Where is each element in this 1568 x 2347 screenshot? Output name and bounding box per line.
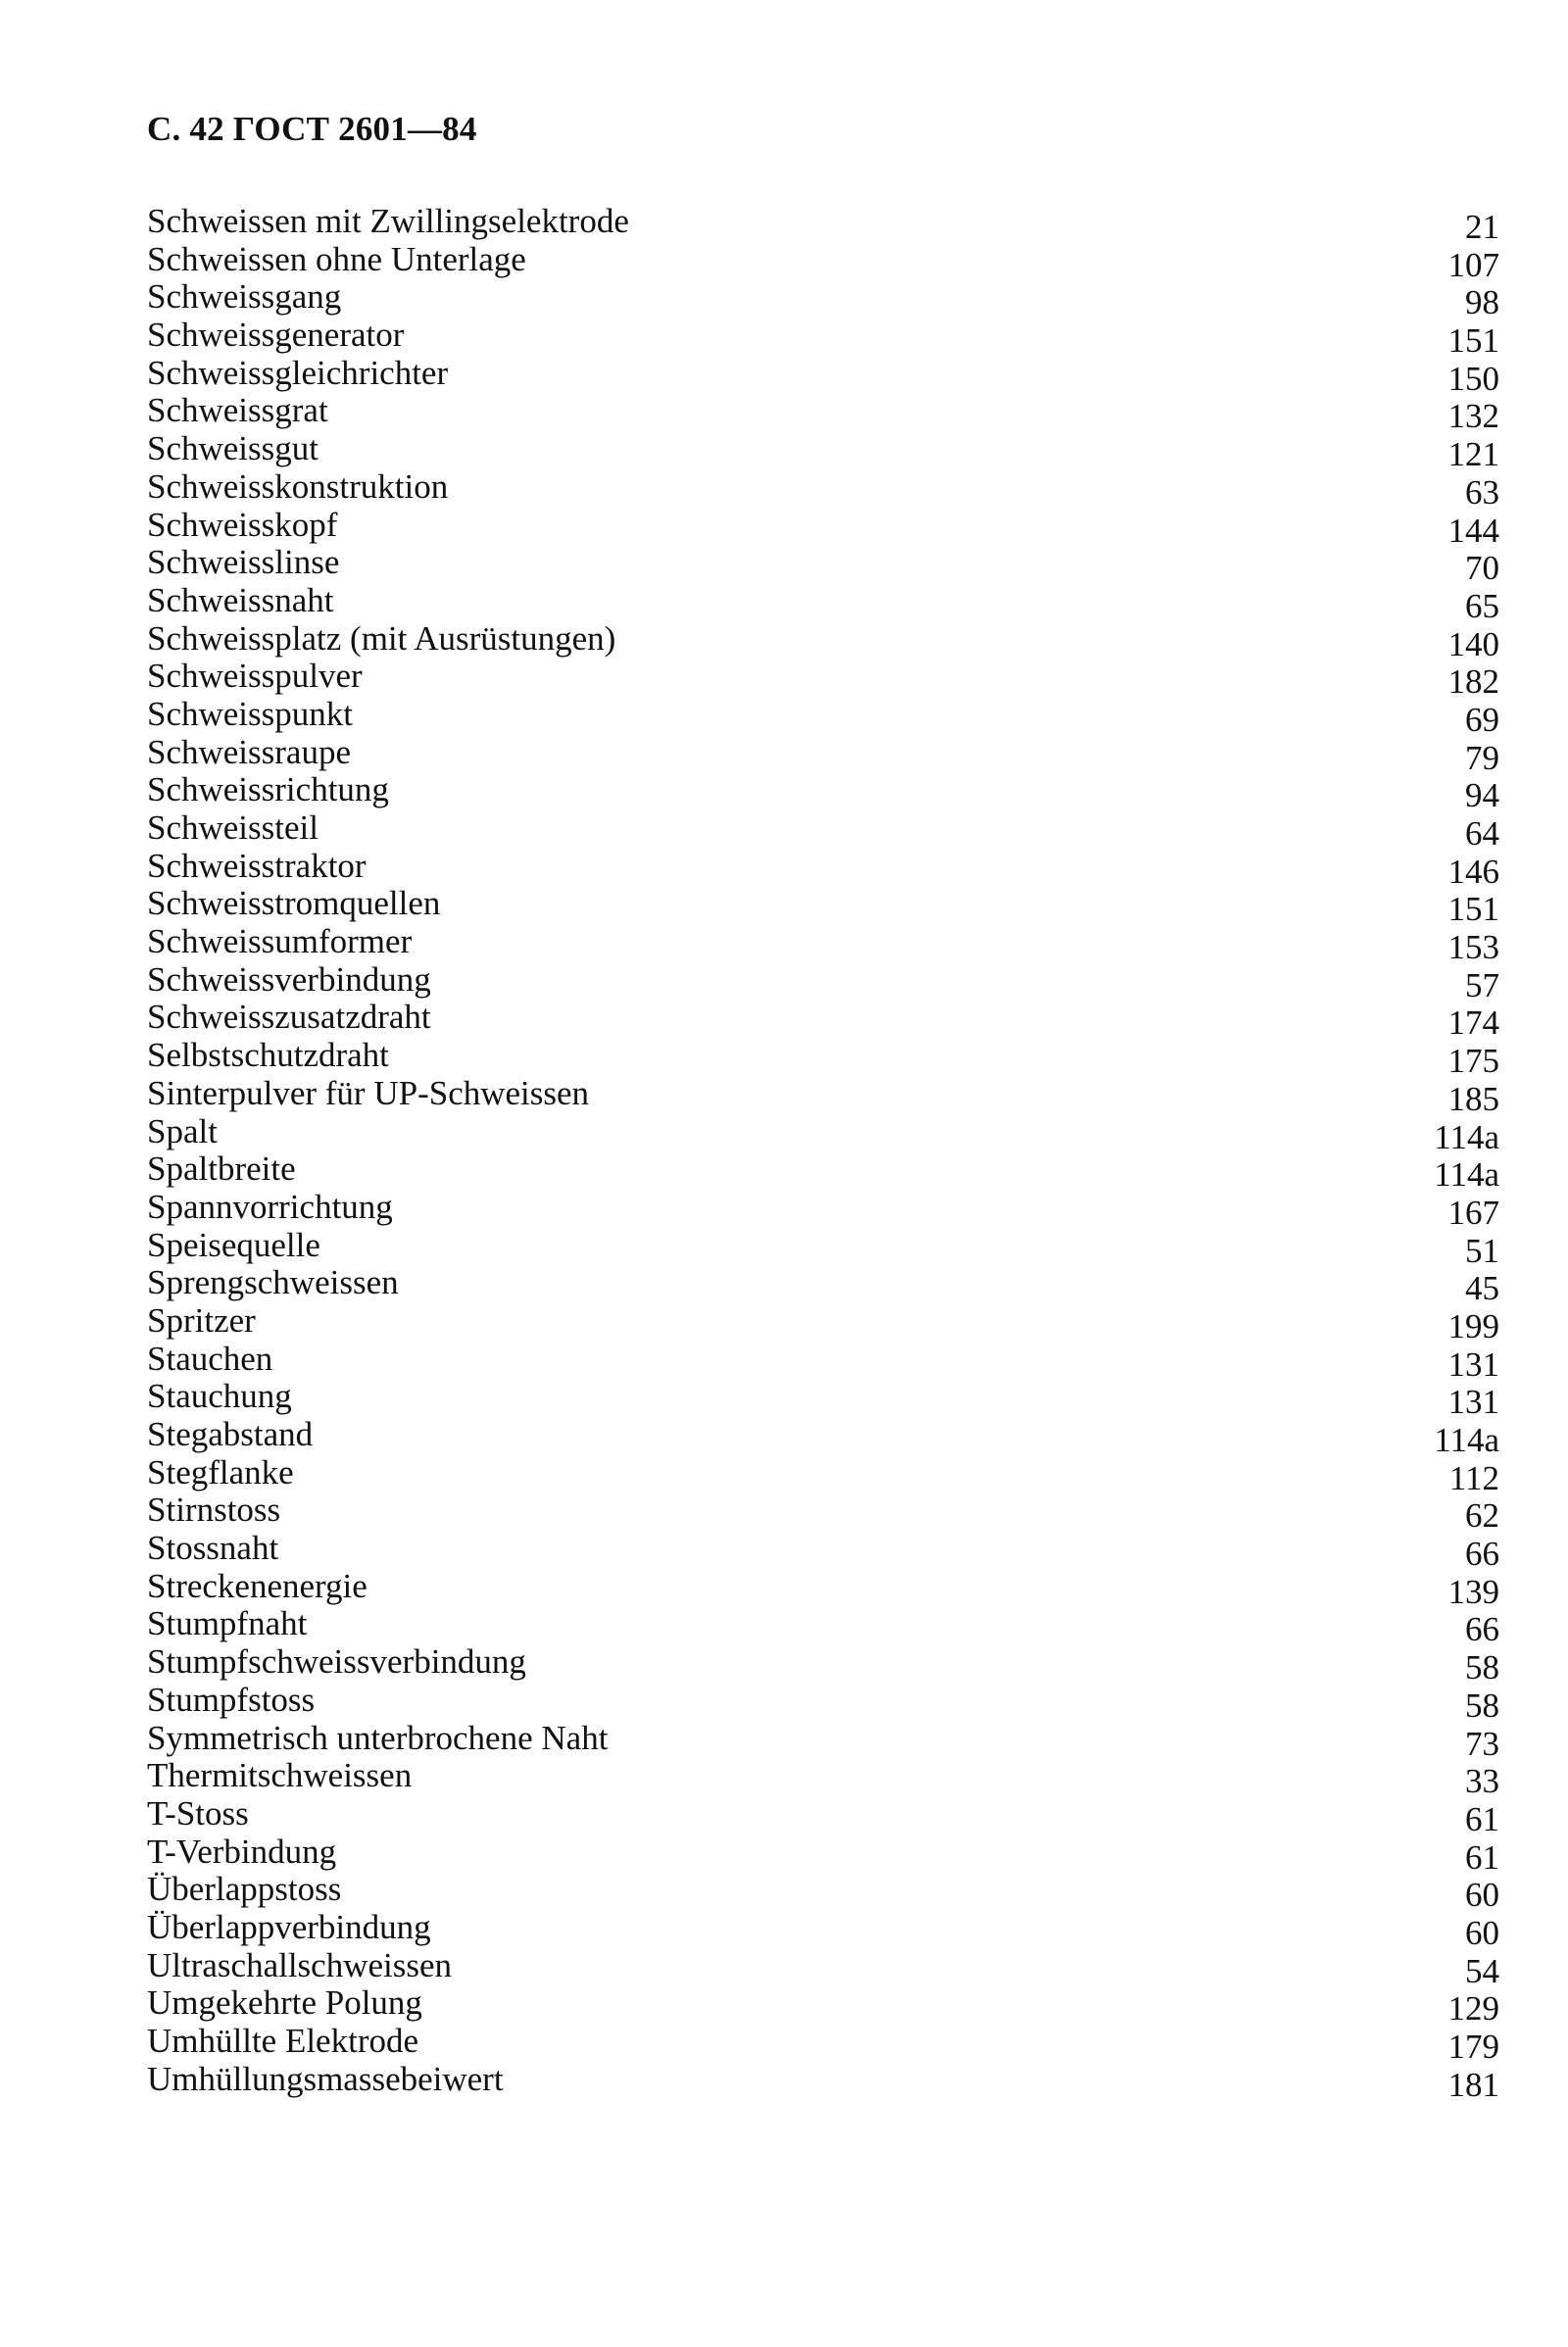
- index-term-number: 60: [1465, 1876, 1499, 1915]
- index-entry: [147, 1529, 1499, 1574]
- index-entry: [147, 580, 1499, 625]
- index-term-number: 199: [1447, 1306, 1499, 1345]
- index-term: Schweissgut: [147, 429, 318, 468]
- index-term-number: 114a: [1434, 1421, 1499, 1459]
- index-term: Schweisstraktor: [147, 846, 367, 885]
- index-entry: [147, 429, 1499, 474]
- index-term-number: 107: [1447, 245, 1499, 284]
- index-entry: [147, 543, 1499, 588]
- index-entry: [147, 466, 1499, 512]
- index-term-number: 73: [1465, 1724, 1499, 1763]
- index-term-number: 61: [1465, 1799, 1499, 1838]
- index-term-number: 66: [1465, 1535, 1499, 1574]
- term-index-list: [147, 202, 1499, 2104]
- index-term-number: 185: [1447, 1079, 1499, 1118]
- index-entry: [147, 1870, 1499, 1915]
- index-term-number: 64: [1465, 814, 1499, 853]
- index-entry: [147, 1036, 1499, 1081]
- index-entry: [147, 1300, 1499, 1345]
- index-term-number: 129: [1447, 1989, 1499, 2029]
- index-entry: [147, 998, 1499, 1043]
- index-term: Schweisstromquellen: [147, 884, 441, 923]
- index-entry: [147, 391, 1499, 436]
- index-entry: [147, 2022, 1499, 2066]
- index-entry: [147, 657, 1499, 702]
- index-term: Umgekehrte Polung: [147, 1983, 422, 2023]
- index-term: Umhüllte Elektrode: [147, 2022, 419, 2060]
- index-term: Speisequelle: [147, 1225, 320, 1264]
- index-term-number: 151: [1447, 890, 1499, 929]
- index-term-number: 153: [1447, 928, 1499, 967]
- index-term-number: 175: [1447, 1042, 1499, 1081]
- index-term: Stegabstand: [147, 1415, 314, 1453]
- index-term: T-Verbindung: [147, 1832, 337, 1871]
- index-term-number: 132: [1447, 397, 1499, 436]
- index-term-number: 70: [1465, 549, 1499, 588]
- index-term-number: 54: [1465, 1951, 1499, 1990]
- index-entry: [147, 770, 1499, 815]
- index-entry: [147, 202, 1499, 246]
- index-term-number: 61: [1465, 1837, 1499, 1877]
- index-term-number: 114a: [1434, 1117, 1499, 1156]
- index-term: Schweissnaht: [147, 580, 334, 619]
- index-term: Spritzer: [147, 1300, 256, 1340]
- index-term-number: 63: [1465, 472, 1499, 512]
- index-entry: [147, 1566, 1499, 1611]
- index-term: Schweissumformer: [147, 922, 413, 961]
- index-entry: [147, 1491, 1499, 1536]
- index-term: Schweissgang: [147, 277, 342, 317]
- index-term-number: 131: [1447, 1383, 1499, 1422]
- index-entry: [147, 1718, 1499, 1763]
- index-term: Überlappverbindung: [147, 1907, 431, 1946]
- index-term-number: 65: [1465, 586, 1499, 625]
- index-entry: [147, 1907, 1499, 1952]
- index-entry: [147, 922, 1499, 967]
- index-term: T-Stoss: [147, 1793, 249, 1833]
- index-term: Sinterpulver für UP-Schweissen: [147, 1073, 590, 1112]
- index-entry: [147, 277, 1499, 322]
- index-term-number: 98: [1465, 283, 1499, 322]
- index-entry: [147, 1680, 1499, 1725]
- index-term: Stirnstoss: [147, 1491, 281, 1530]
- index-term-number: 146: [1447, 852, 1499, 891]
- index-term: Thermitschweissen: [147, 1756, 413, 1795]
- index-entry: [147, 1983, 1499, 2029]
- index-term-number: 112: [1448, 1458, 1499, 1497]
- index-term-number: 174: [1447, 1003, 1499, 1043]
- index-term: Symmetrisch unterbrochene Naht: [147, 1718, 609, 1757]
- index-term: Schweisskopf: [147, 505, 338, 544]
- index-entry: [147, 694, 1499, 739]
- index-term-number: 62: [1465, 1496, 1499, 1536]
- index-term: Schweissplatz (mit Ausrüstungen): [147, 618, 616, 658]
- index-term: Spannvorrichtung: [147, 1187, 393, 1226]
- index-entry: [147, 1111, 1499, 1156]
- index-term: Schweissverbindung: [147, 959, 431, 999]
- index-term-number: 179: [1447, 2028, 1499, 2066]
- index-term: Stumpfschweissverbindung: [147, 1642, 526, 1682]
- index-entry: [147, 1187, 1499, 1232]
- index-entry: [147, 2059, 1499, 2104]
- index-entry: [147, 1415, 1499, 1459]
- index-term-number: 21: [1465, 208, 1499, 246]
- index-term: Umhüllungsmassebeiwert: [147, 2059, 504, 2098]
- index-term-number: 139: [1447, 1572, 1499, 1611]
- index-term-number: 181: [1447, 2065, 1499, 2104]
- index-entry: [147, 1149, 1499, 1195]
- index-term: Sprengschweissen: [147, 1263, 399, 1302]
- index-entry: [147, 1945, 1499, 1990]
- index-entry: [147, 618, 1499, 663]
- index-term: Spaltbreite: [147, 1149, 296, 1189]
- index-term: Stumpfnaht: [147, 1604, 308, 1643]
- index-term-number: 33: [1465, 1762, 1499, 1801]
- index-entry: [147, 808, 1499, 853]
- index-term: Schweissrichtung: [147, 770, 389, 809]
- index-term-number: 79: [1465, 738, 1499, 777]
- index-term-number: 58: [1465, 1648, 1499, 1687]
- index-entry: [147, 1452, 1499, 1497]
- index-entry: [147, 1377, 1499, 1422]
- index-entry: [147, 1756, 1499, 1801]
- index-term-number: 150: [1447, 359, 1499, 398]
- index-entry: [147, 732, 1499, 777]
- index-term-number: 57: [1465, 965, 1499, 1004]
- index-term: Überlappstoss: [147, 1870, 342, 1909]
- index-term: Schweissen ohne Unterlage: [147, 239, 526, 278]
- index-term: Schweissen mit Zwillingselektrode: [147, 202, 629, 240]
- index-term-number: 182: [1447, 662, 1499, 702]
- index-term: Schweissraupe: [147, 732, 352, 771]
- index-term-number: 131: [1447, 1345, 1499, 1384]
- index-entry: [147, 1604, 1499, 1649]
- index-term-number: 140: [1447, 624, 1499, 663]
- index-term: Schweissgenerator: [147, 316, 405, 355]
- index-term-number: 45: [1465, 1269, 1499, 1308]
- index-term: Schweissteil: [147, 808, 318, 847]
- index-term-number: 121: [1447, 435, 1499, 474]
- index-term: Selbstschutzdraht: [147, 1036, 389, 1075]
- index-term-number: 167: [1447, 1193, 1499, 1232]
- index-term: Stauchung: [147, 1377, 292, 1416]
- index-entry: [147, 505, 1499, 550]
- index-entry: [147, 239, 1499, 284]
- index-entry: [147, 1263, 1499, 1308]
- index-term: Stumpfstoss: [147, 1680, 316, 1719]
- index-entry: [147, 1793, 1499, 1838]
- index-term-number: 66: [1465, 1610, 1499, 1649]
- index-term-number: 58: [1465, 1686, 1499, 1725]
- index-term: Streckenenergie: [147, 1566, 368, 1605]
- index-term-number: 144: [1447, 511, 1499, 550]
- index-entry: [147, 1073, 1499, 1118]
- index-entry: [147, 1832, 1499, 1877]
- index-entry: [147, 884, 1499, 929]
- index-term-number: 114a: [1434, 1155, 1499, 1195]
- index-term-number: 69: [1465, 700, 1499, 739]
- index-entry: [147, 959, 1499, 1004]
- page-header: С. 42 ГОСТ 2601—84: [147, 110, 477, 148]
- index-term: Schweisszusatzdraht: [147, 998, 431, 1037]
- index-term: Schweissgleichrichter: [147, 353, 449, 392]
- index-term: Schweisskonstruktion: [147, 466, 449, 506]
- index-term-number: 60: [1465, 1913, 1499, 1952]
- index-term-number: 51: [1465, 1231, 1499, 1270]
- index-entry: [147, 316, 1499, 361]
- index-term: Stossnaht: [147, 1529, 279, 1568]
- index-entry: [147, 353, 1499, 398]
- index-term: Ultraschallschweissen: [147, 1945, 453, 1984]
- index-term: Stegflanke: [147, 1452, 294, 1491]
- index-term: Schweisspulver: [147, 657, 363, 696]
- index-term: Schweisspunkt: [147, 694, 353, 733]
- index-term: Stauchen: [147, 1339, 273, 1378]
- index-entry: [147, 846, 1499, 891]
- index-entry: [147, 1642, 1499, 1687]
- index-term: Schweisslinse: [147, 543, 340, 582]
- index-term-number: 151: [1447, 321, 1499, 361]
- index-entry: [147, 1339, 1499, 1384]
- index-term: Spalt: [147, 1111, 218, 1150]
- index-entry: [147, 1225, 1499, 1270]
- index-term: Schweissgrat: [147, 391, 328, 430]
- index-term-number: 94: [1465, 776, 1499, 815]
